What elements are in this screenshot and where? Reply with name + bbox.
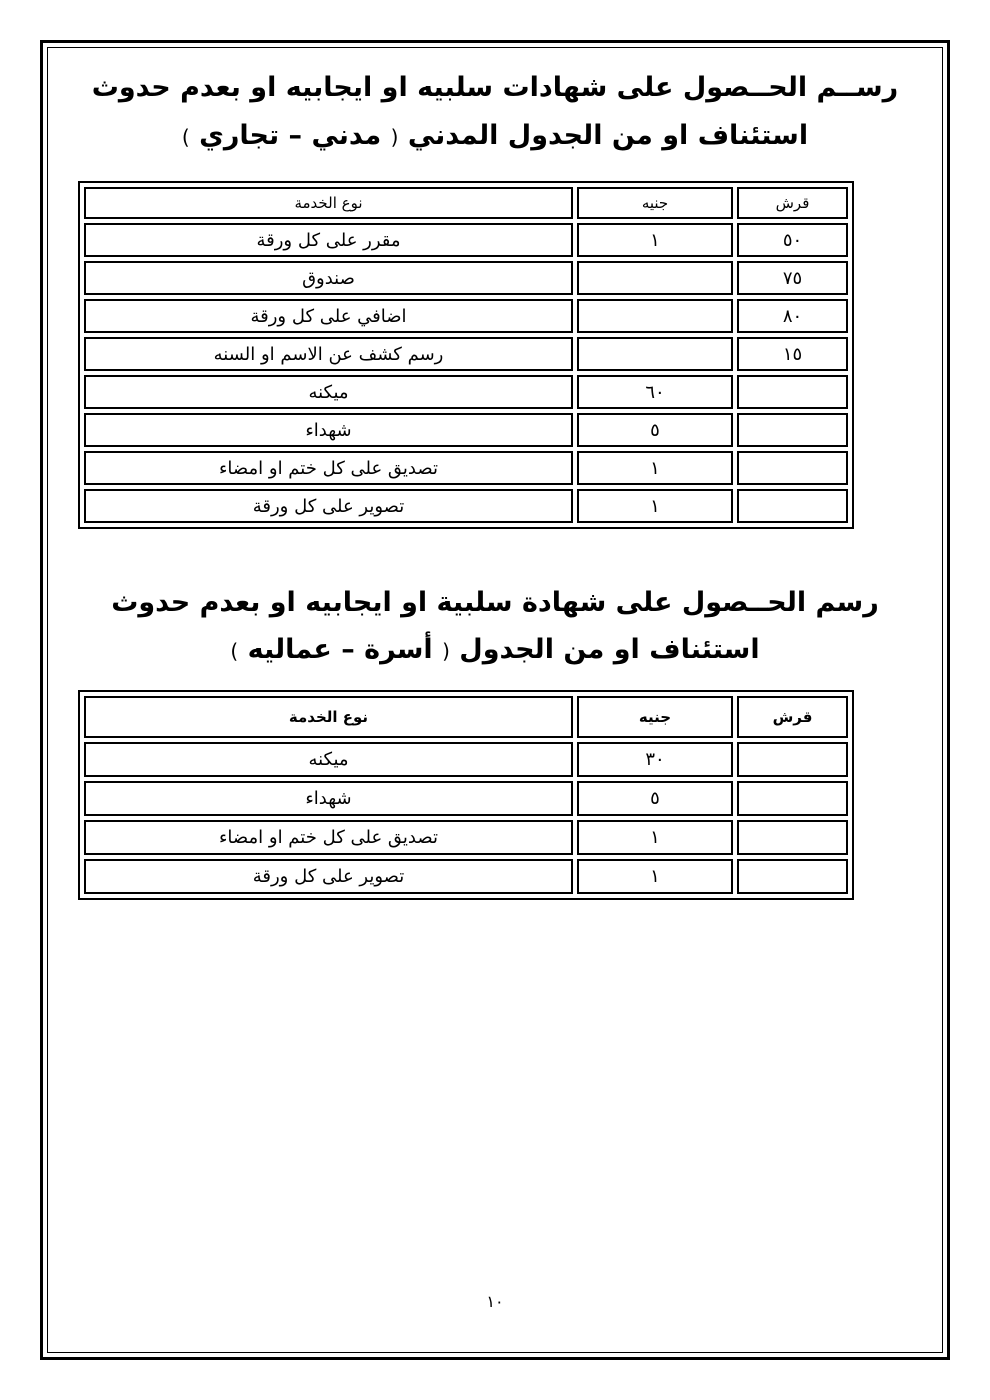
table-header-row [84,696,848,738]
section2-title-line2 [90,630,900,671]
table-row [84,820,848,855]
cell-qirsh: ٥٠ [737,223,848,257]
cell-service: تصوير على كل ورقة [84,859,573,894]
header-qirsh: قرش [737,696,848,738]
table-row [84,451,848,485]
cell-qirsh [737,859,848,894]
cell-service: مقرر على كل ورقة [84,223,573,257]
fee-table-civil-commercial [78,181,854,529]
section1-title-paren-close: ) [181,125,190,149]
table-row [84,299,848,333]
section1-title-paren-open: ( [390,125,399,149]
cell-service: تصديق على كل ختم او امضاء [84,820,573,855]
cell-geneh: ١ [577,859,733,894]
section1-title-line2-main: استئناف او من الجدول المدني [407,120,809,151]
cell-service: تصوير على كل ورقة [84,489,573,523]
cell-service: اضافي على كل ورقة [84,299,573,333]
table-row [84,859,848,894]
cell-qirsh: ٧٥ [737,261,848,295]
cell-qirsh [737,820,848,855]
section2-title-line1: رسم الحــصول على شهادة سلبية او ايجابيه او بعدم حدوث [111,587,879,618]
cell-qirsh: ١٥ [737,337,848,371]
cell-qirsh [737,413,848,447]
table-row [84,489,848,523]
cell-qirsh [737,742,848,777]
table-row [84,781,848,816]
cell-geneh: ٥ [577,781,733,816]
header-service: نوع الخدمة [84,696,573,738]
table-row [84,413,848,447]
cell-qirsh [737,375,848,409]
table-row [84,223,848,257]
table-row [84,375,848,409]
section2-title-line2-main: استئناف او من الجدول [459,634,760,665]
cell-geneh [577,299,733,333]
section2-title-line2-emph: أسرة – عماليه [247,634,433,665]
cell-qirsh: ٨٠ [737,299,848,333]
cell-geneh: ١ [577,451,733,485]
table-header-row [84,187,848,219]
header-service: نوع الخدمة [84,187,573,219]
section1-title-line2-emph: مدني – تجاري [199,120,382,151]
cell-geneh: ١ [577,820,733,855]
cell-service: رسم كشف عن الاسم او السنه [84,337,573,371]
table-row [84,337,848,371]
cell-qirsh [737,489,848,523]
cell-service: تصديق على كل ختم او امضاء [84,451,573,485]
cell-geneh [577,261,733,295]
cell-geneh: ٥ [577,413,733,447]
section1-title-line1: رســم الحــصول على شهادات سلبيه او ايجابيه او بعدم حدوث [91,72,899,103]
fee-table-family-labor [78,690,854,900]
section2-title-paren-close: ) [230,639,239,663]
cell-service: ميكنه [84,742,573,777]
cell-geneh: ٣٠ [577,742,733,777]
header-geneh: جنيه [577,187,733,219]
header-geneh: جنيه [577,696,733,738]
table-row [84,261,848,295]
cell-geneh: ١ [577,223,733,257]
table-row [84,742,848,777]
cell-qirsh [737,781,848,816]
cell-geneh [577,337,733,371]
cell-geneh: ٦٠ [577,375,733,409]
page-number: ١٠ [486,1292,504,1311]
cell-service: شهداء [84,781,573,816]
cell-qirsh [737,451,848,485]
section1-title-line2 [90,116,900,157]
cell-geneh: ١ [577,489,733,523]
cell-service: شهداء [84,413,573,447]
header-qirsh: قرش [737,187,848,219]
section2-title-paren-open: ( [442,639,450,663]
cell-service: صندوق [84,261,573,295]
cell-service: ميكنه [84,375,573,409]
